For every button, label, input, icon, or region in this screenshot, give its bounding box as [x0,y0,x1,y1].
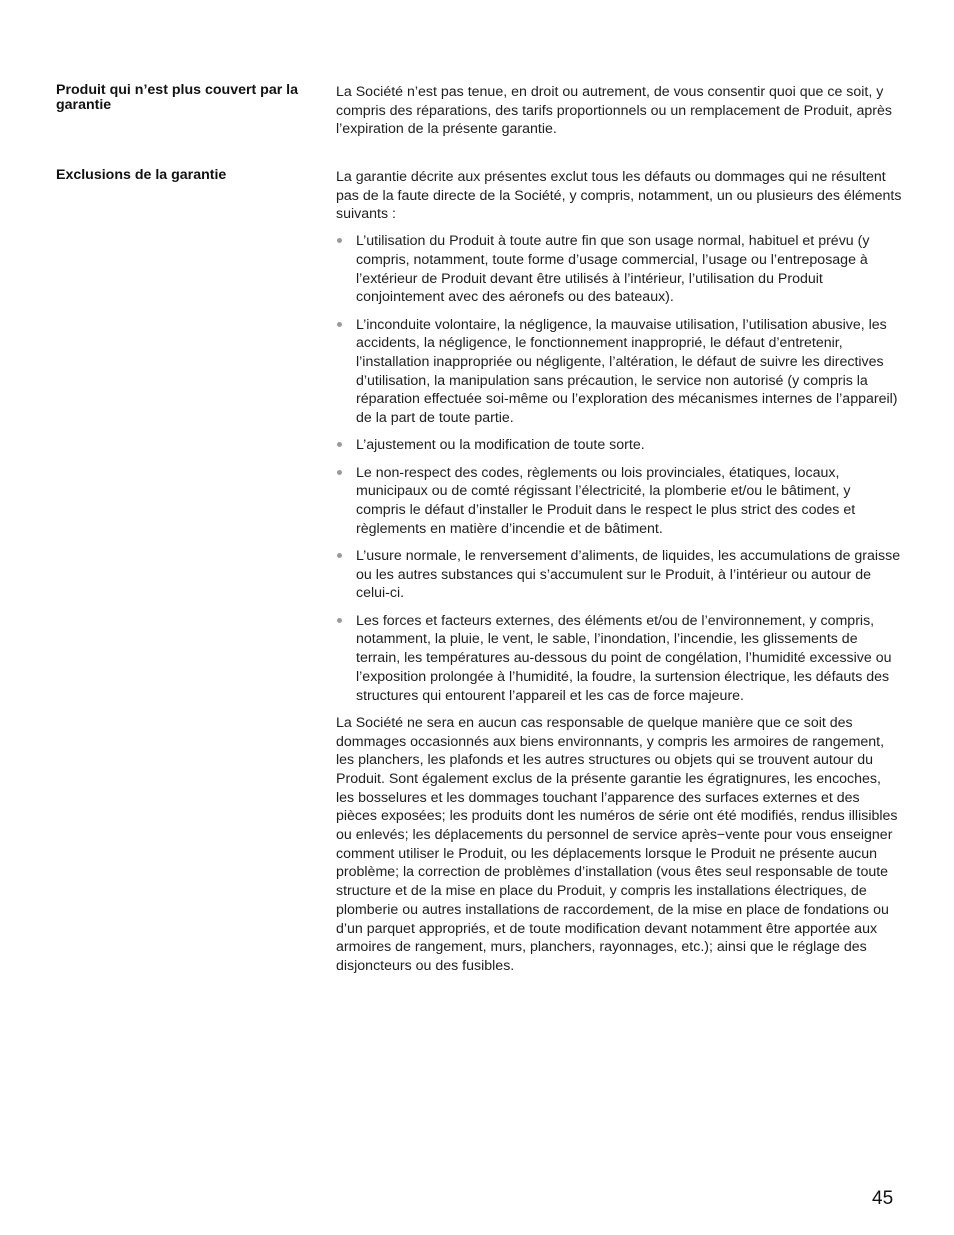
list-item [336,436,902,455]
list-item-text: L’usure normale, le renversement d’aliments, de liquides, les accumulations de graisse ou les autres substances qui s’accumulent sur le Produit, à l’intérieur ou autour de celui-ci. [356,548,901,602]
list-item-text: L’utilisation du Produit à toute autre fin que son usage normal, habituel et prévu (y compris, notamment, toute forme d’usage commercial, l’usage ou l’entreposage à l’extérieur de Produit devant être utilisés à l’intérieur, l’utilisation du Produit conjointement avec des aéronefs ou des bateaux). [356,233,870,306]
list-item [336,464,902,539]
section-body [336,83,902,139]
exclusions-list [336,232,902,705]
bullet-icon [337,238,342,243]
list-item [336,612,902,706]
section-paragraph: La Société n’est pas tenue, en droit ou autrement, de vous consentir quoi que ce soit, y compris des réparations, des tarifs proportionnels ou un remplacement de Produit, après l’expiration de la présente garantie. [336,84,892,138]
list-item-text: Le non-respect des codes, règlements ou lois provinciales, étatiques, locaux, municipaux ou de comté régissant l’électricité, la plomberie et/ou le bâtiment, y compris le défaut d’installer le Produit dans le respect le plus strict des codes et règlements en matière d’incendie et de bâtiment. [356,464,856,537]
list-item [336,316,902,428]
section-heading: Produit qui n’est plus couvert par la garantie [56,82,299,113]
list-item [336,232,902,307]
list-item [336,547,902,603]
list-item-text: Les forces et facteurs externes, des éléments et/ou de l’environnement, y compris, notamment, la pluie, le vent, le sable, l’inondation, l’incendie, les glissements de terrain, les températures au-dessous du point de congélation, l’humidité excessive ou l’exposition prolongée à l’humidité, la foudre, la surtension électrique, les défauts des structures qui entourent l’appareil et les cas de force majeure. [356,612,892,704]
list-item-text: L’ajustement ou la modification de toute sorte. [356,437,645,454]
section-heading: Exclusions de la garantie [56,167,227,183]
bullet-icon [337,618,342,623]
bullet-icon [337,442,342,447]
list-item-text: L’inconduite volontaire, la négligence, la mauvaise utilisation, l’utilisation abusive, les accidents, la négligence, le fonctionnement inapproprié, le défaut d’entretenir, l’installation inappropriée ou négligente, l’altération, le défaut de suivre les directives d’utilisation, la manipulation sans précaution, le service non autorisé (y compris la réparation effectuée soi-même ou l’exploration des mécanismes internes de l’appareil) de la part de toute partie. [356,316,898,427]
section-body [336,168,902,976]
bullet-icon [337,322,342,327]
bullet-icon [337,470,342,475]
exclusions-closing-paragraph: La Société ne sera en aucun cas responsable de quelque manière que ce soit des dommages occasionnés aux biens environnants, y compris les armoires de rangement, les planchers, les plafonds et les autres structures ou objets qui se trouvent autour du Produit. Sont également exclus de la présente garantie les égratignures, les encoches, les bosselures et les dommages touchant l’apparence des surfaces externes et des pièces exposées; les produits dont les numéros de série ont été modifiés, rendus illisibles ou enlevés; les déplacements du personnel de service après−vente pour vous enseigner comment utiliser le Produit, ou les déplacements lorsque le Produit ne présente aucun problème; la correction de problèmes d’installation (vous êtes seul responsable de toute structure et de la mise en place du Produit, y compris les installations électriques, de plomberie ou autres installations de raccordement, de la mise en place de fondations ou d’un parquet appropriés, et de toute modification devant notamment être apportée aux armoires de rangement, murs, planchers, rayonnages, etc.); ainsi que le réglage des disjoncteurs ou des fusibles. [336,714,898,974]
exclusions-intro: La garantie décrite aux présentes exclut tous les défauts ou dommages qui ne résultent pas de la faute directe de la Société, y compris, notamment, un ou plusieurs des éléments suivants : [336,169,902,223]
page-number: 45 [872,1188,894,1209]
bullet-icon [337,553,342,558]
